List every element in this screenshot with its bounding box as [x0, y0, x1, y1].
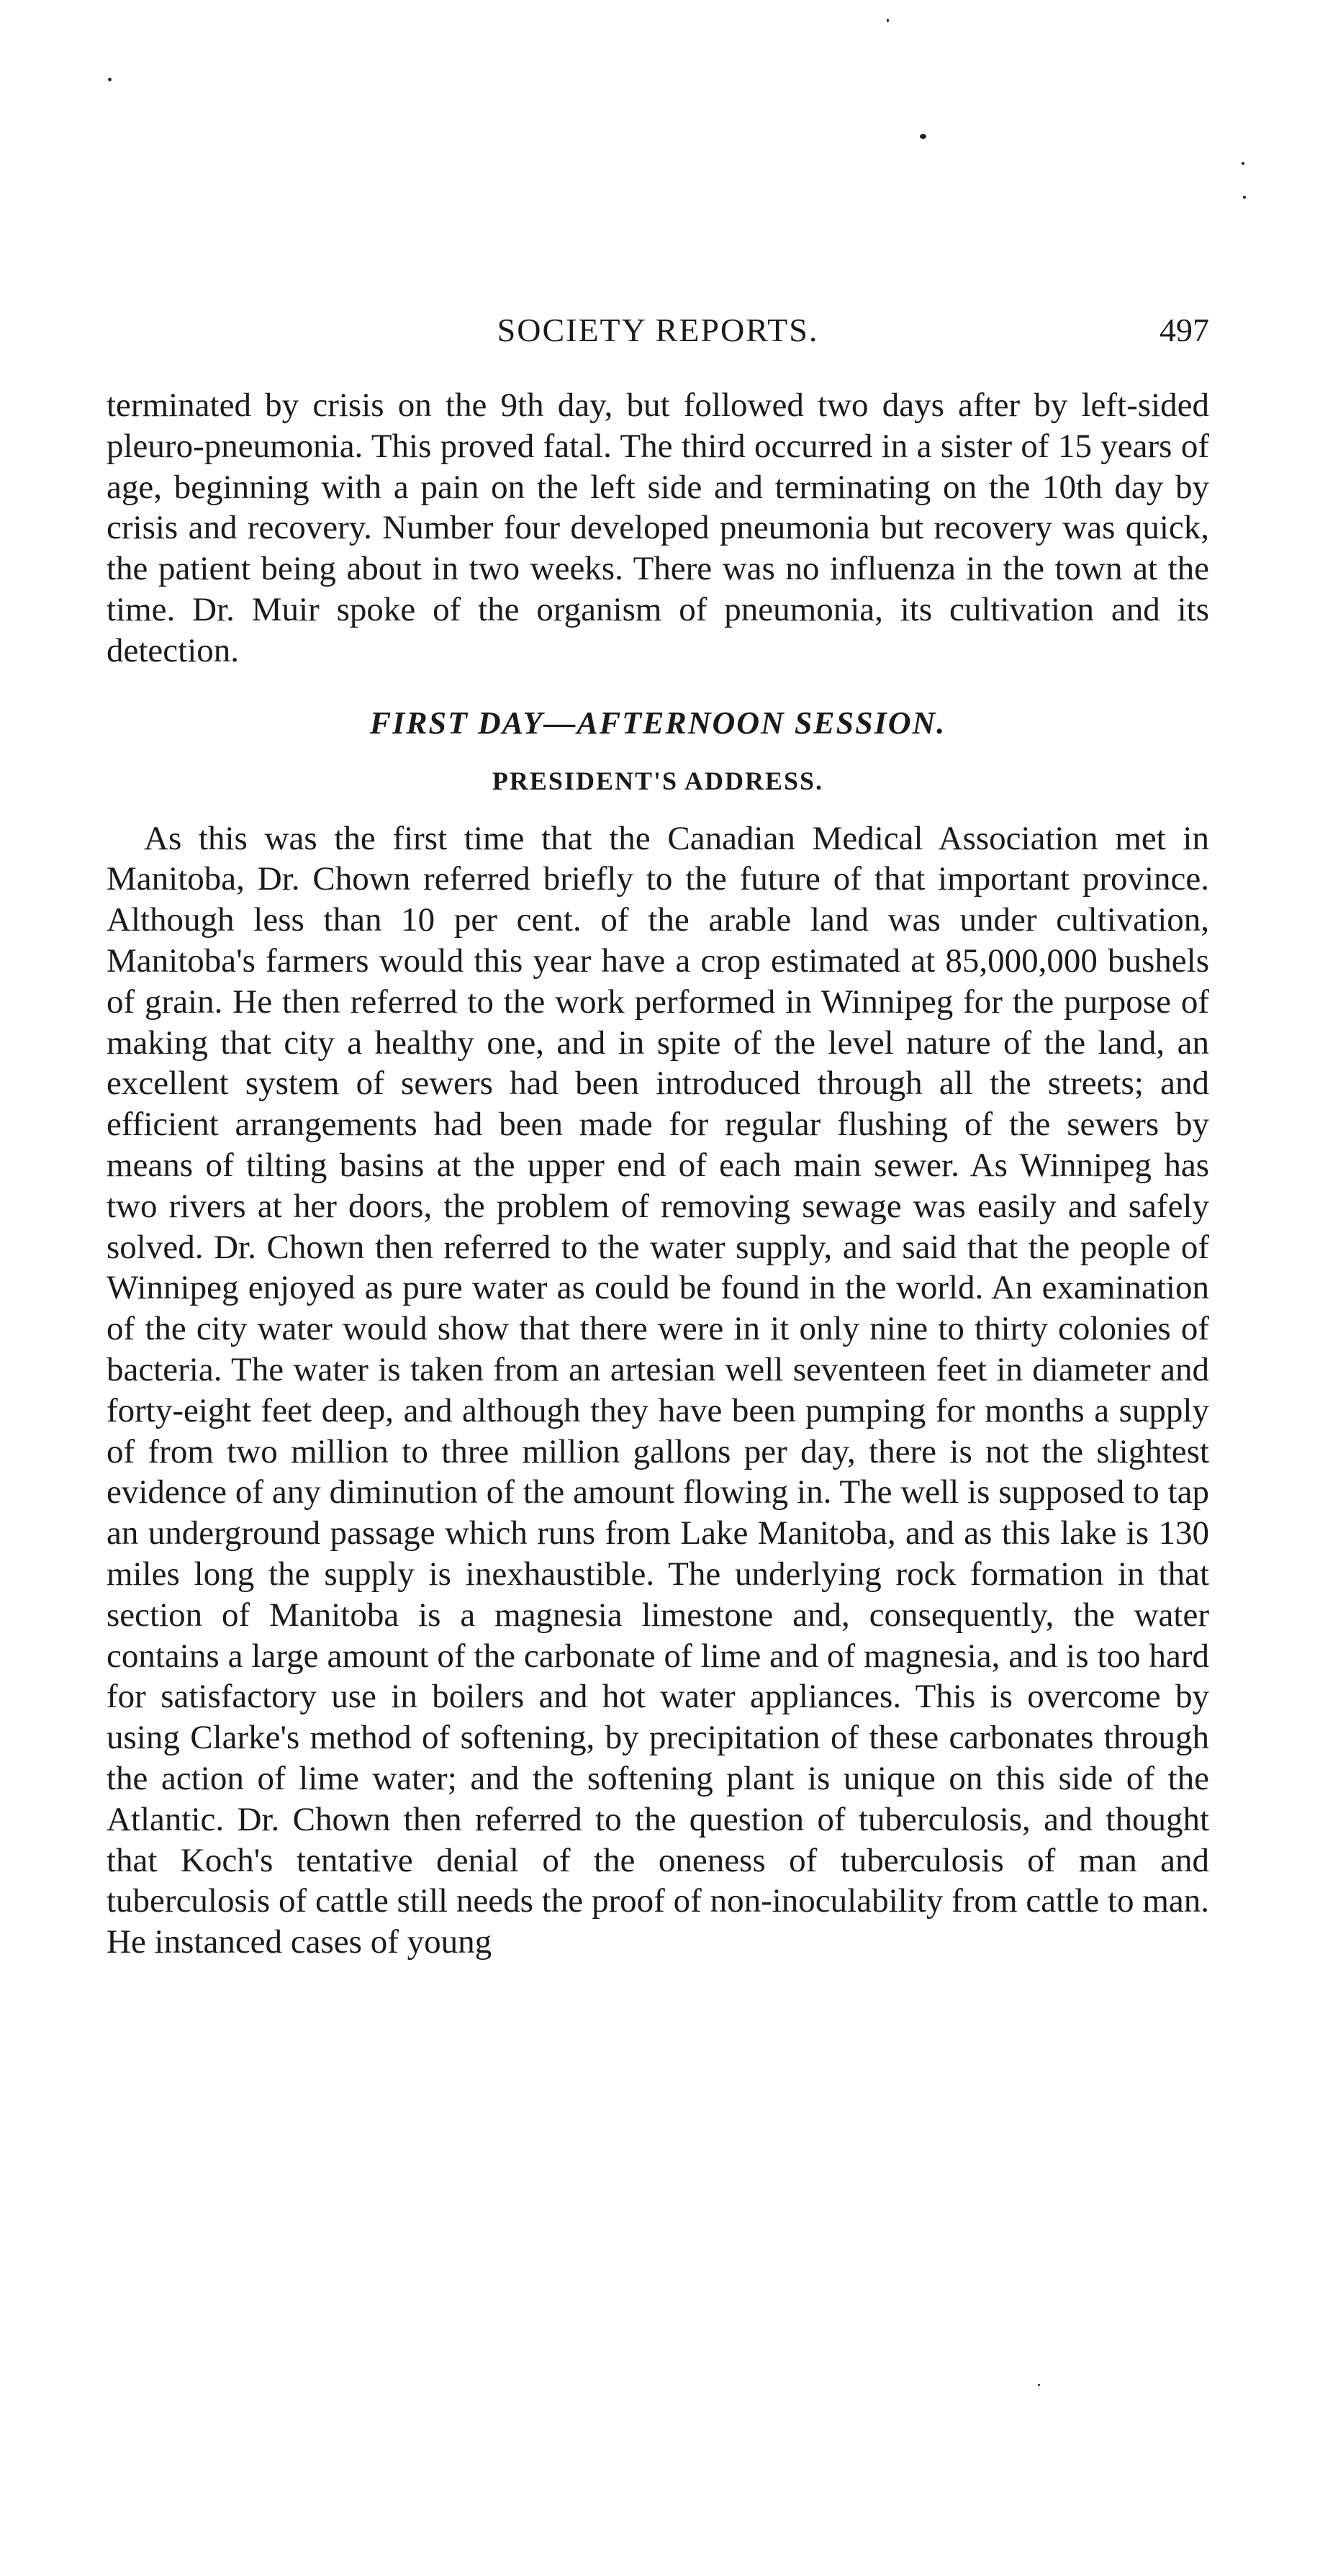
scan-speck: [1243, 196, 1246, 199]
address-paragraph: As this was the first time that the Canadian Medical Association met in Manitoba, Dr. Chown referred briefly to the future of that important province. Although less than 10 per cent. of the arable land was under cultivation, Manitoba's farmers would this year have a crop estimated at 85,000,000 bushels of grain. He then referred to the work performed in Winnipeg for the purpose of making that city a healthy one, and in spite of the level nature of the land, an excellent system of sewers had been introduced through all the streets; and efficient arrangements had been made for regular flushing of the sewers by means of tilting basins at the upper end of each main sewer. As Winnipeg has two rivers at her doors, the problem of removing sewage was easily and safely solved. Dr. Chown then referred to the water supply, and said that the people of Winnipeg enjoyed as pure water as could be found in the world. An examination of the city water would show that there were in it only nine to thirty colonies of bacteria. The water is taken from an artesian well seventeen feet in diameter and forty-eight feet deep, and although they have been pumping for months a supply of from two million to three million gallons per day, there is not the slightest evidence of any diminution of the amount flowing in. The well is supposed to tap an underground passage which runs from Lake Manitoba, and as this lake is 130 miles long the supply is inexhaustible. The underlying rock formation in that section of Manitoba is a magnesia limestone and, consequently, the water contains a large amount of the carbonate of lime and of magnesia, and is too hard for satisfactory use in boilers and hot water appliances. This is overcome by using Clarke's method of softening, by precipitation of these carbonates through the action of lime water; and the softening plant is unique on this side of the Atlantic. Dr. Chown then referred to the question of tuberculosis, and thought that Koch's tentative denial of the oneness of tuberculosis of man and tuberculosis of cattle still needs the proof of non-inoculability from cattle to man. He instanced cases of young: [107, 819, 1209, 1961]
body-text: [107, 385, 1209, 1963]
page-number: 497: [1160, 312, 1209, 348]
scan-speck: [1038, 2384, 1040, 2386]
scan-speck: [887, 19, 889, 22]
scan-speck: [1242, 162, 1244, 165]
section-heading: FIRST DAY—AFTERNOON SESSION.: [369, 705, 946, 741]
scan-speck: [108, 78, 112, 81]
running-header: [107, 311, 1209, 354]
sub-heading: PRESIDENT'S ADDRESS.: [492, 766, 824, 795]
running-title: SOCIETY REPORTS.: [497, 312, 819, 348]
continued-paragraph: terminated by crisis on the 9th day, but followed two days after by left-sided pleuro-pneumonia. This proved fatal. The third occurred in a sister of 15 years of age, beginning with a pain on the left side and terminating on the 10th day by crisis and recovery. Number four developed pneumonia but recovery was quick, the patient being about in two weeks. There was no influenza in the town at the time. Dr. Muir spoke of the organism of pneumonia, its cultivation and its detection.: [107, 387, 1209, 669]
scan-speck: [920, 134, 926, 139]
